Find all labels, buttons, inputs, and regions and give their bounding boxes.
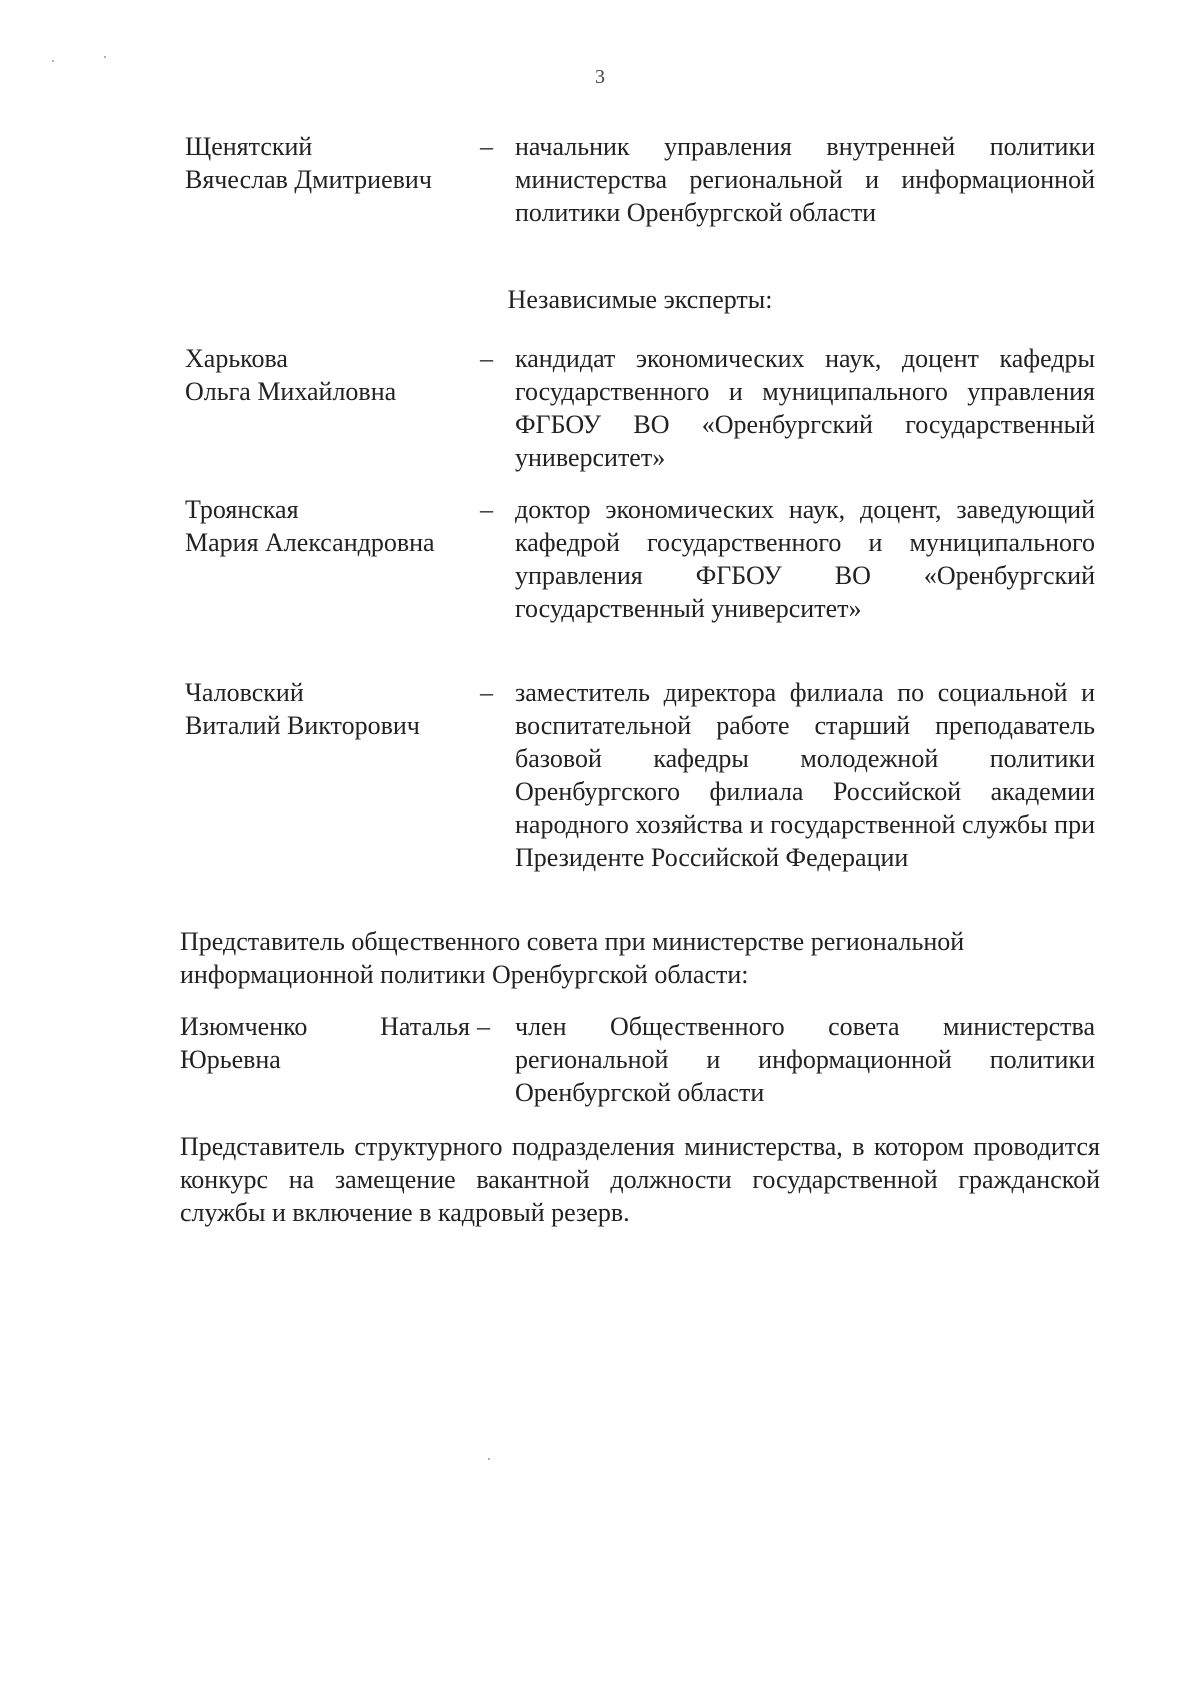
member-surname: Изюмченко [180,1012,308,1041]
scan-speck [488,1458,490,1460]
member-surname: Харькова [185,344,288,373]
dash-separator: – [480,132,493,161]
dash-separator: – [480,344,493,373]
member-given-names: Ольга Михайловна [185,377,397,406]
scan-speck [104,56,106,58]
scan-speck [52,60,54,62]
council-heading: Представитель общественного совета при министерстве региональной информационной политики Оренбургской области: [180,927,965,989]
page-number: 3 [595,66,605,88]
member-given-names: Мария Александровна [185,528,435,557]
commission-member [185,130,1095,229]
member-position: кандидат экономических наук, доцент кафедры государственного и муниципального управления ФГБОУ ВО «Оренбургский государственный университет» [515,344,1095,472]
expert-member [185,342,1095,474]
dash-separator: – [480,678,493,707]
member-surname: Троянская [185,495,299,524]
dash-separator: – [480,495,493,524]
member-name [180,1010,470,1043]
member-position: доктор экономических наук, доцент, заведующий кафедрой государственного и муниципального управления ФГБОУ ВО «Оренбургский государственный университет» [515,495,1095,623]
member-position: заместитель директора филиала по социальной и воспитательной работе старший преподаватель базовой кафедры молодежной политики Оренбургского филиала Российской академии народного хозяйства и государственной службы при Президенте Российской Федерации [515,678,1095,872]
council-member [180,1010,1095,1109]
member-surname: Щенятский [185,132,313,161]
member-given-names: Виталий Викторович [185,711,420,740]
member-name [185,342,465,408]
member-name [185,493,465,559]
dash-separator: – [477,1012,490,1041]
closing-paragraph: Представитель структурного подразделения министерства, в котором проводится конкурс на замещение вакантной должности государственной гражданской службы и включение в кадровый резерв. [180,1132,1100,1227]
member-name [185,676,465,742]
member-patronymic: Юрьевна [180,1045,281,1074]
member-position: член Общественного совета министерства региональной и информационной политики Оренбургской области [515,1012,1095,1107]
member-first-name: Наталья [380,1012,470,1041]
experts-heading: Независимые эксперты: [507,285,773,314]
member-name [185,130,465,196]
expert-member [185,676,1095,874]
member-position: начальник управления внутренней политики министерства региональной и информационной политики Оренбургской области [515,132,1095,227]
member-surname: Чаловский [185,678,304,707]
expert-member [185,493,1095,625]
member-given-names: Вячеслав Дмитриевич [185,165,432,194]
